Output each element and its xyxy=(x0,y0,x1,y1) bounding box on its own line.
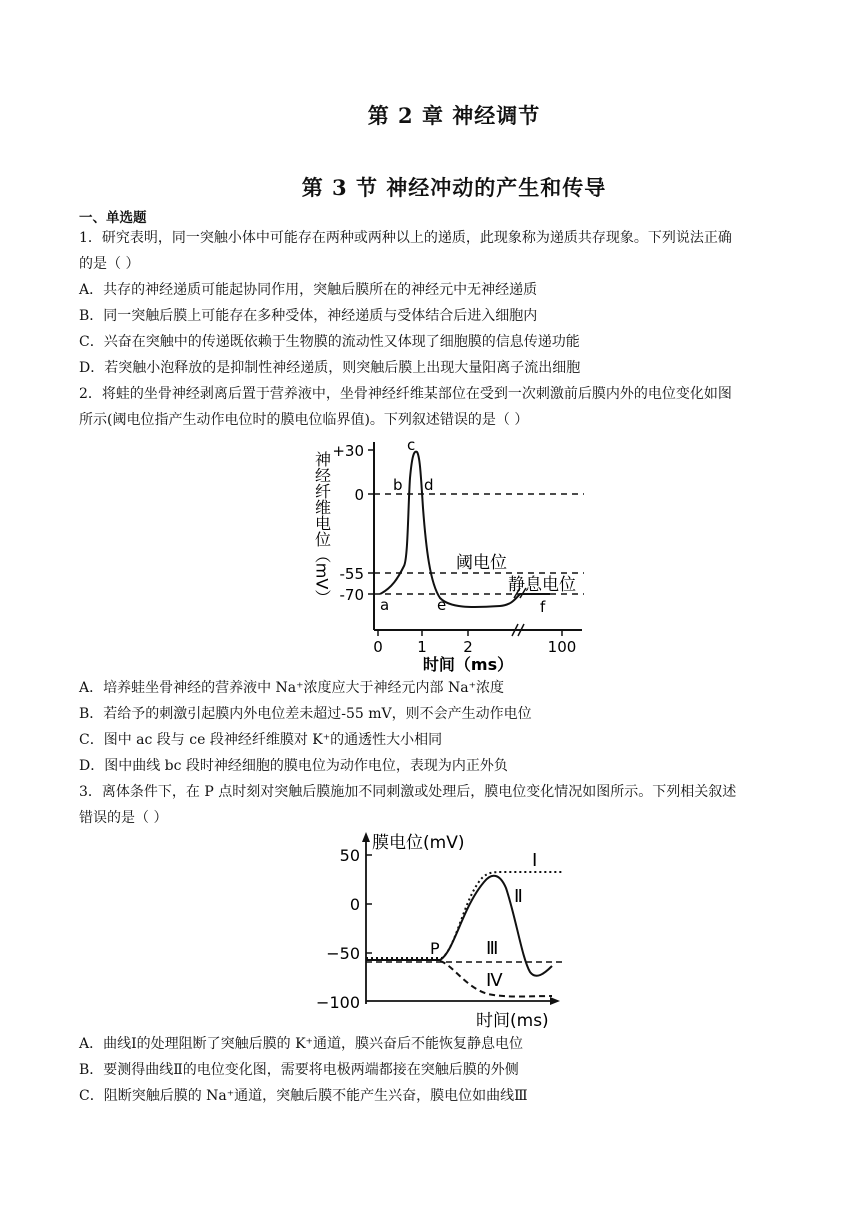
q2-xtick-0: 0 xyxy=(373,638,383,656)
q3-option-a: A．曲线Ⅰ的处理阻断了突触后膜的 K⁺通道，膜兴奋后不能恢复静息电位 xyxy=(79,1036,523,1052)
q3-curve-II xyxy=(366,876,552,976)
q2-xtick-2: 2 xyxy=(463,638,473,656)
q2-threshold-annotation: 阈电位 xyxy=(456,553,507,573)
q3-label-I: Ⅰ xyxy=(532,850,538,871)
q3-label-III: Ⅲ xyxy=(486,938,499,959)
q3-ytick-50: 50 xyxy=(339,846,360,865)
q2-option-a: A．培养蛙坐骨神经的营养液中 Na⁺浓度应大于神经元内部 Na⁺浓度 xyxy=(79,680,504,696)
q3-y-axis-label: 膜电位(mV) xyxy=(372,833,465,853)
q1-stem-line1: 1．研究表明，同一突触小体中可能存在两种或两种以上的递质，此现象称为递质共存现象。下列说法正确 xyxy=(79,230,732,246)
q1-option-a: A．共存的神经递质可能起协同作用，突触后膜所在的神经元中无神经递质 xyxy=(79,282,538,298)
chapter-title: 第 2 章 神经调节 xyxy=(367,103,541,128)
q2-xtick-1: 1 xyxy=(417,638,427,656)
q2-resting-annotation: 静息电位 xyxy=(508,575,576,595)
q2-point-c: c xyxy=(407,438,416,454)
q1-option-b: B．同一突触后膜上可能存在多种受体，神经递质与受体结合后进入细胞内 xyxy=(79,308,538,324)
q1-stem-line2: 的是（ ） xyxy=(79,256,140,272)
q3-ytick-0: 0 xyxy=(349,895,360,914)
q2-x-axis-label: 时间（ms） xyxy=(422,655,514,674)
q2-stem-line1: 2．将蛙的坐骨神经剥离后置于营养液中，坐骨神经纤维某部位在受到一次刺激前后膜内外的电位变化如图 xyxy=(79,386,732,402)
q2-option-b: B．若给予的刺激引起膜内外电位差未超过-55 mV，则不会产生动作电位 xyxy=(79,706,532,722)
q2-point-a: a xyxy=(380,596,390,614)
q2-y-axis-label: 神经纤维电位（mV） xyxy=(312,450,332,606)
q3-option-c: C．阻断突触后膜的 Na⁺通道，突触后膜不能产生兴奋，膜电位如曲线Ⅲ xyxy=(79,1088,528,1104)
q2-ytick-plus30: +30 xyxy=(332,442,364,460)
q1-option-c: C．兴奋在突触中的传递既依赖于生物膜的流动性又体现了细胞膜的信息传递功能 xyxy=(79,334,580,350)
q3-option-b: B．要测得曲线Ⅱ的电位变化图，需要将电极两端都接在突触后膜的外侧 xyxy=(79,1062,519,1078)
q3-stem-line2: 错误的是（ ） xyxy=(79,810,168,826)
section-title: 第 3 节 神经冲动的产生和传导 xyxy=(301,175,607,200)
q3-membrane-potential-graph xyxy=(316,828,576,1030)
part-heading: 一、单选题 xyxy=(79,210,147,226)
q3-ytick-minus100: −100 xyxy=(316,993,360,1012)
q3-label-II: Ⅱ xyxy=(514,886,523,907)
q2-stem-line2: 所示(阈电位指产生动作电位时的膜电位临界值)。下列叙述错误的是（ ） xyxy=(79,412,529,428)
q3-label-IV: Ⅳ xyxy=(486,970,503,991)
q2-figure xyxy=(300,438,590,674)
q2-point-e: e xyxy=(437,596,447,614)
q1-option-d: D．若突触小泡释放的是抑制性神经递质，则突触后膜上出现大量阳离子流出细胞 xyxy=(79,360,581,376)
q2-option-d: D．图中曲线 bc 段时神经细胞的膜电位为动作电位，表现为内正外负 xyxy=(79,758,508,774)
q3-x-axis-label: 时间(ms) xyxy=(476,1011,549,1030)
q2-option-c: C．图中 ac 段与 ce 段神经纤维膜对 K⁺的通透性大小相同 xyxy=(79,732,443,748)
q3-figure xyxy=(316,828,576,1030)
q2-xtick-100: 100 xyxy=(547,638,577,656)
q2-ytick-minus55: -55 xyxy=(339,565,364,583)
q3-ytick-minus50: −50 xyxy=(326,944,360,963)
q2-point-f: f xyxy=(540,598,546,616)
q3-point-P: P xyxy=(430,939,440,958)
q3-stem-line1: 3．离体条件下，在 P 点时刻对突触后膜施加不同刺激或处理后，膜电位变化情况如图所示。下列相关叙述 xyxy=(79,784,737,800)
q2-point-b: b xyxy=(393,476,403,494)
q2-ytick-minus70: -70 xyxy=(339,586,364,604)
q2-action-potential-graph xyxy=(300,438,590,674)
q2-point-d: d xyxy=(424,476,434,494)
q2-ytick-0: 0 xyxy=(354,486,364,504)
